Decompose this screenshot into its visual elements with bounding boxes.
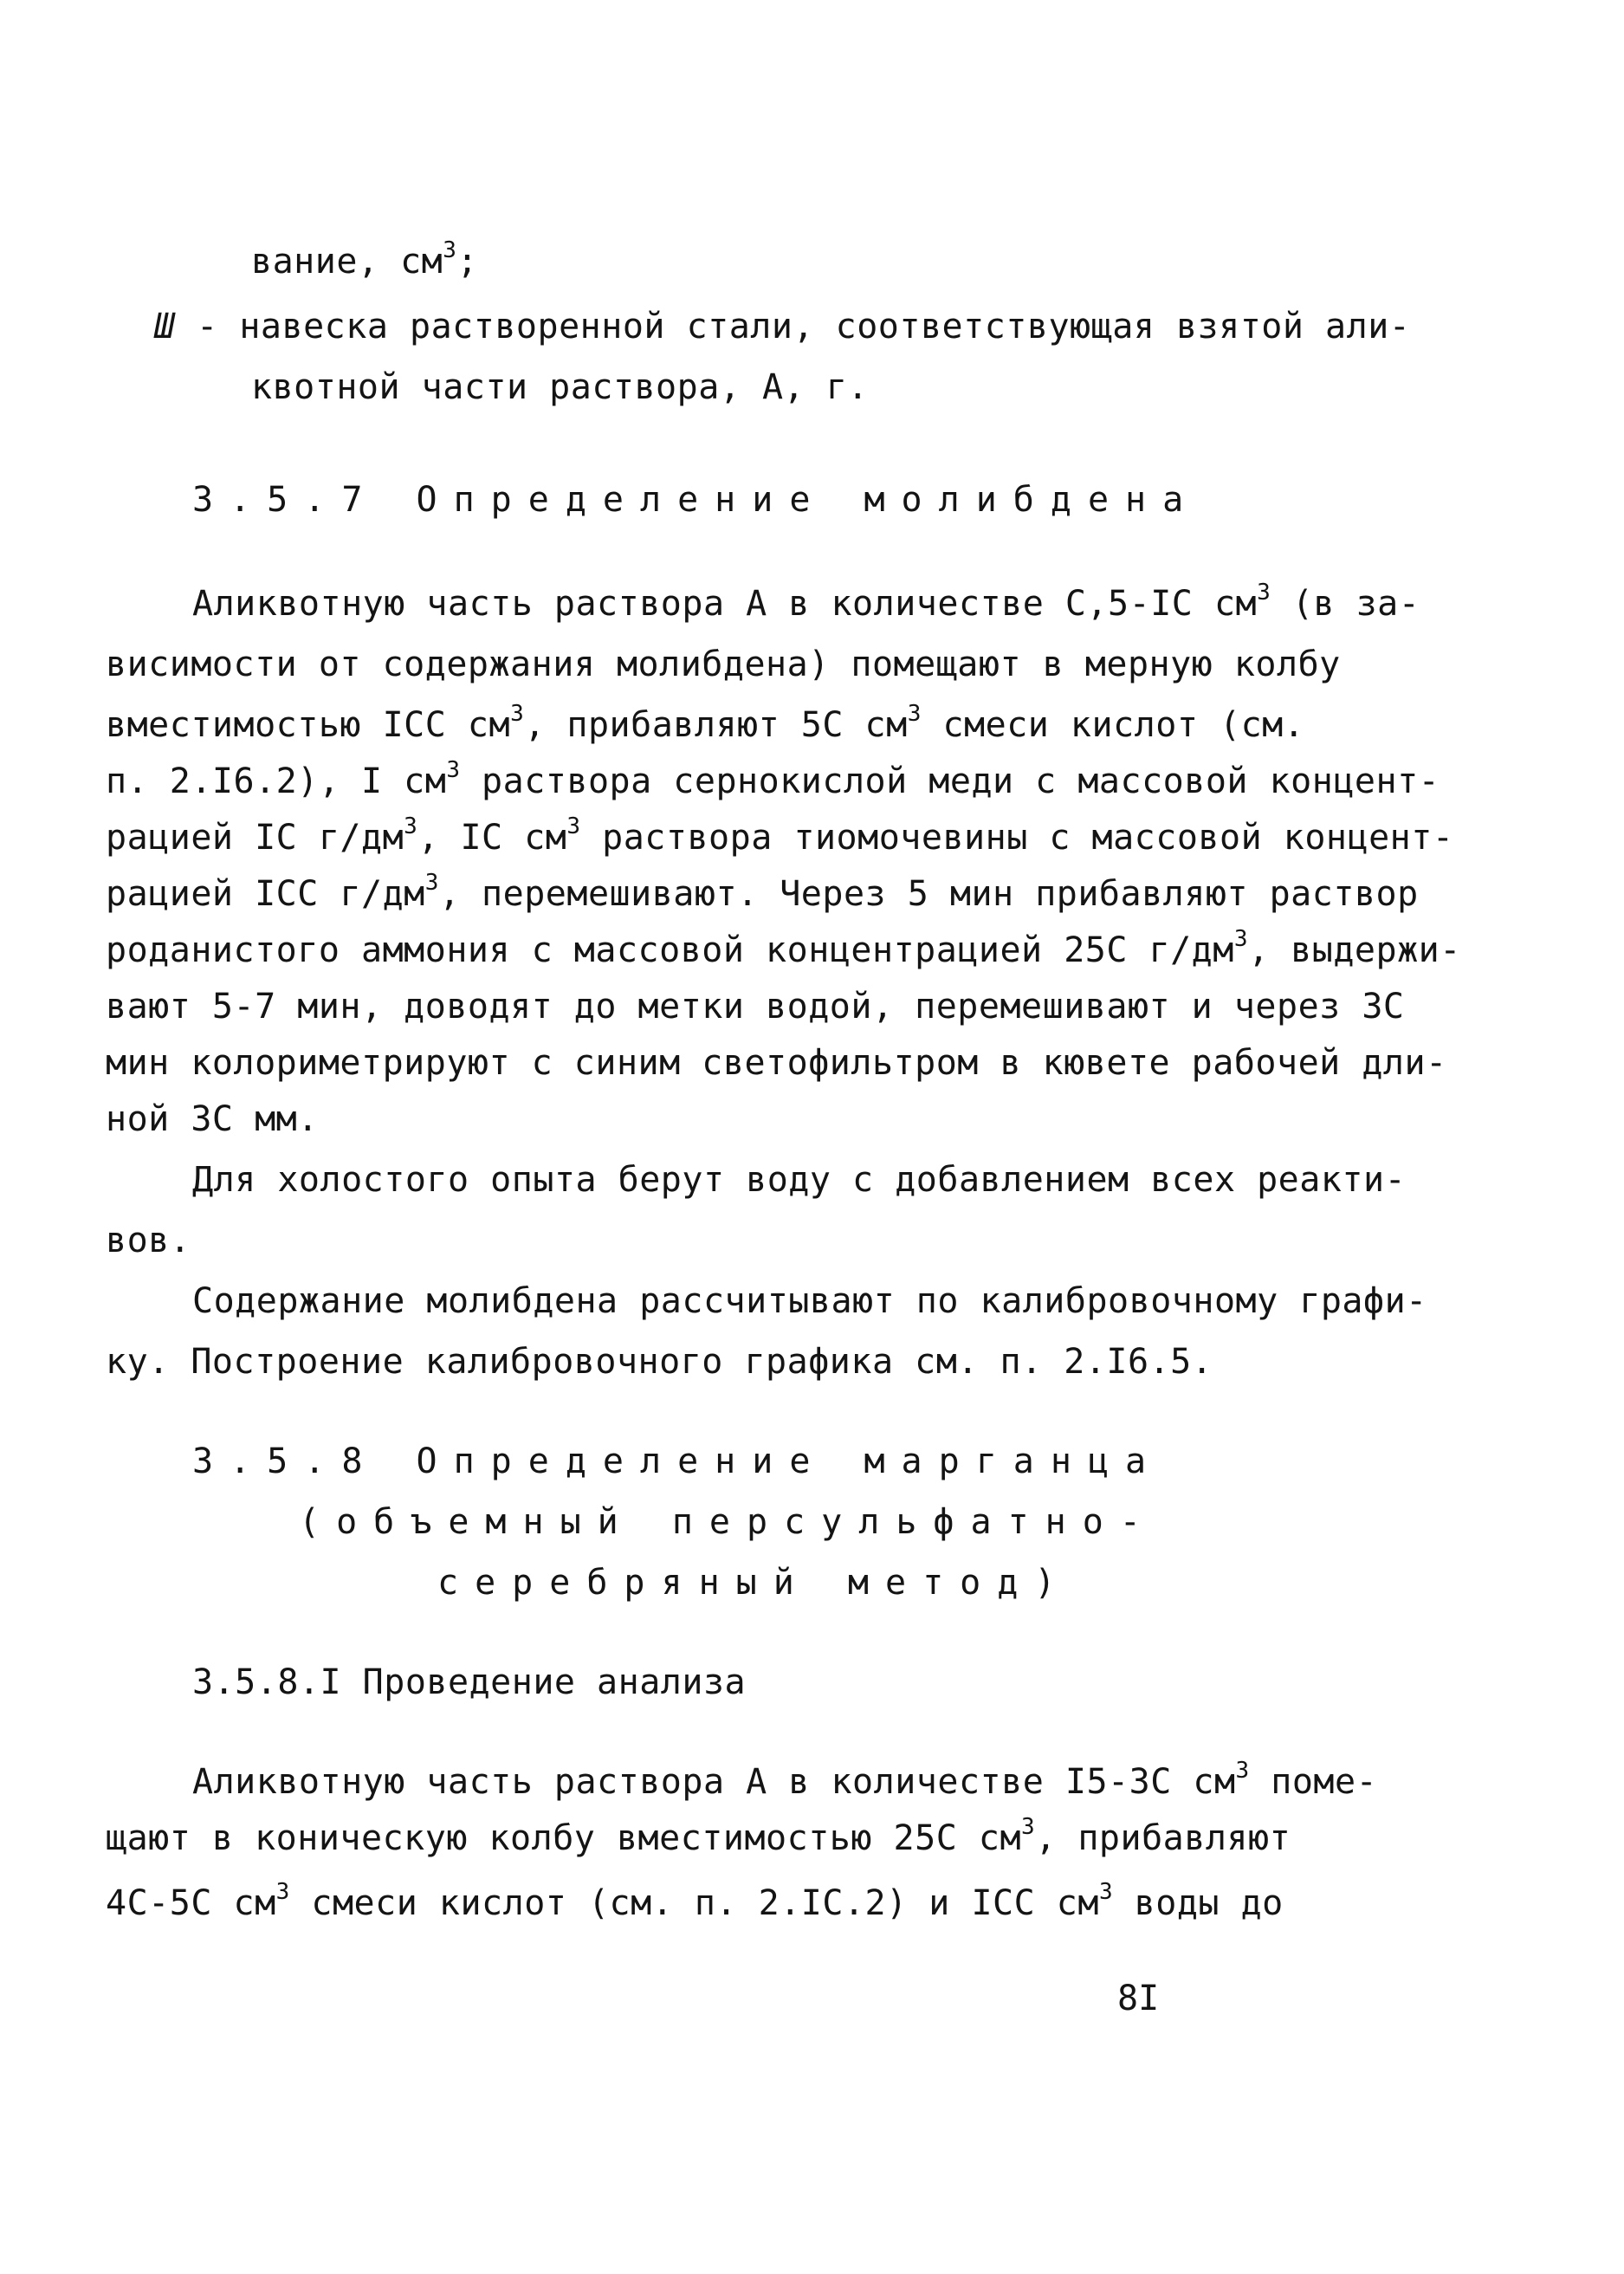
superscript: 3: [510, 700, 525, 727]
paragraph-line: висимости от содержания молибдена) помещают в мерную колбу: [106, 645, 1341, 684]
text: , перемешивают. Через 5 мин прибавляют раствор: [438, 874, 1419, 914]
text: роданистого аммония с массовой концентрацией 25С г/дм: [106, 930, 1234, 970]
superscript: 3: [404, 813, 418, 839]
text: ;: [456, 242, 478, 282]
paragraph-line: мин колориметрируют с синим светофильтром в кювете рабочей дли-: [106, 1043, 1447, 1083]
text: рацией IС г/дм: [106, 818, 404, 858]
paragraph-line: [106, 754, 1440, 809]
definition-continuation: [251, 234, 478, 289]
text: поме-: [1249, 1762, 1378, 1802]
text: , IC см: [417, 818, 567, 858]
text: п. 2.I6.2), I см: [106, 761, 447, 801]
variable-symbol: Ш: [154, 307, 176, 347]
paragraph-line: Содержание молибдена рассчитывают по калибровочному графи-: [192, 1281, 1427, 1321]
superscript: 3: [1233, 925, 1249, 952]
text: Аликвотную часть раствора А в количестве С,5-IC см: [192, 584, 1258, 624]
text: (в за-: [1271, 584, 1420, 624]
section-heading-358: 3.5.8 Определение марганца: [192, 1441, 1163, 1481]
text: 4С-5С см: [106, 1883, 276, 1923]
text: , выдержи-: [1248, 930, 1461, 970]
paragraph-line: [106, 1811, 1291, 1866]
superscript: 3: [275, 1878, 290, 1905]
paragraph-line: вов.: [106, 1221, 191, 1260]
paragraph-line: [106, 1876, 1284, 1931]
paragraph-line: [192, 1754, 1377, 1810]
page-number: 8I: [1117, 1979, 1160, 2018]
section-heading-358-line3: серебряный метод): [437, 1563, 1072, 1603]
text: смеси кислот (см. п. 2.IС.2) и ICC см: [289, 1883, 1099, 1923]
paragraph-line: ку. Построение калибровочного графика см. п. 2.I6.5.: [106, 1342, 1213, 1382]
superscript: 3: [566, 813, 581, 839]
paragraph-line: Для холостого опыта берут воду с добавлением всех реакти-: [192, 1160, 1407, 1200]
text: щают в коническую колбу вместимостью 25С см: [106, 1818, 1022, 1858]
paragraph-line: [106, 810, 1453, 865]
superscript: 3: [446, 756, 461, 783]
section-heading-357: 3.5.7 Определение молибдена: [192, 480, 1200, 520]
definition-text: - навеска растворенной стали, соответствующая взятой али-: [175, 307, 1411, 347]
text: , прибавляют: [1035, 1818, 1291, 1858]
text: рацией ICC г/дм: [106, 874, 425, 914]
superscript: 3: [1021, 1813, 1036, 1840]
paragraph-line: ной 3С мм.: [106, 1099, 319, 1139]
text: , прибавляют 5С см: [524, 705, 908, 745]
paragraph-line: [192, 576, 1420, 632]
subsection-heading-3581: 3.5.8.I Проведение анализа: [192, 1662, 747, 1702]
text: вание, см: [251, 242, 443, 282]
definition-m-line2: квотной части раствора, А, г.: [251, 367, 869, 407]
superscript: 3: [1098, 1878, 1114, 1905]
text: раствора сернокислой меди с массовой концент-: [460, 761, 1440, 801]
paragraph-line: вают 5-7 мин, доводят до метки водой, перемешивают и через 3С: [106, 987, 1405, 1027]
superscript: 3: [443, 236, 457, 263]
superscript: 3: [907, 700, 922, 727]
text: смеси кислот (см.: [921, 705, 1305, 745]
text: воды до: [1113, 1883, 1284, 1923]
paragraph-line: [106, 923, 1461, 978]
paragraph-line: [106, 866, 1419, 922]
superscript: 3: [1257, 579, 1271, 606]
paragraph-line: [106, 697, 1304, 753]
definition-m-line1: [154, 299, 1410, 354]
text: Аликвотную часть раствора А в количестве I5-3С см: [192, 1762, 1236, 1802]
text: раствора тиомочевины с массовой концент-: [580, 818, 1454, 858]
text: вместимостью ICC см: [106, 705, 511, 745]
section-heading-358-line2: (объемный персульфатно-: [299, 1502, 1157, 1542]
superscript: 3: [424, 869, 439, 896]
superscript: 3: [1235, 1757, 1250, 1784]
